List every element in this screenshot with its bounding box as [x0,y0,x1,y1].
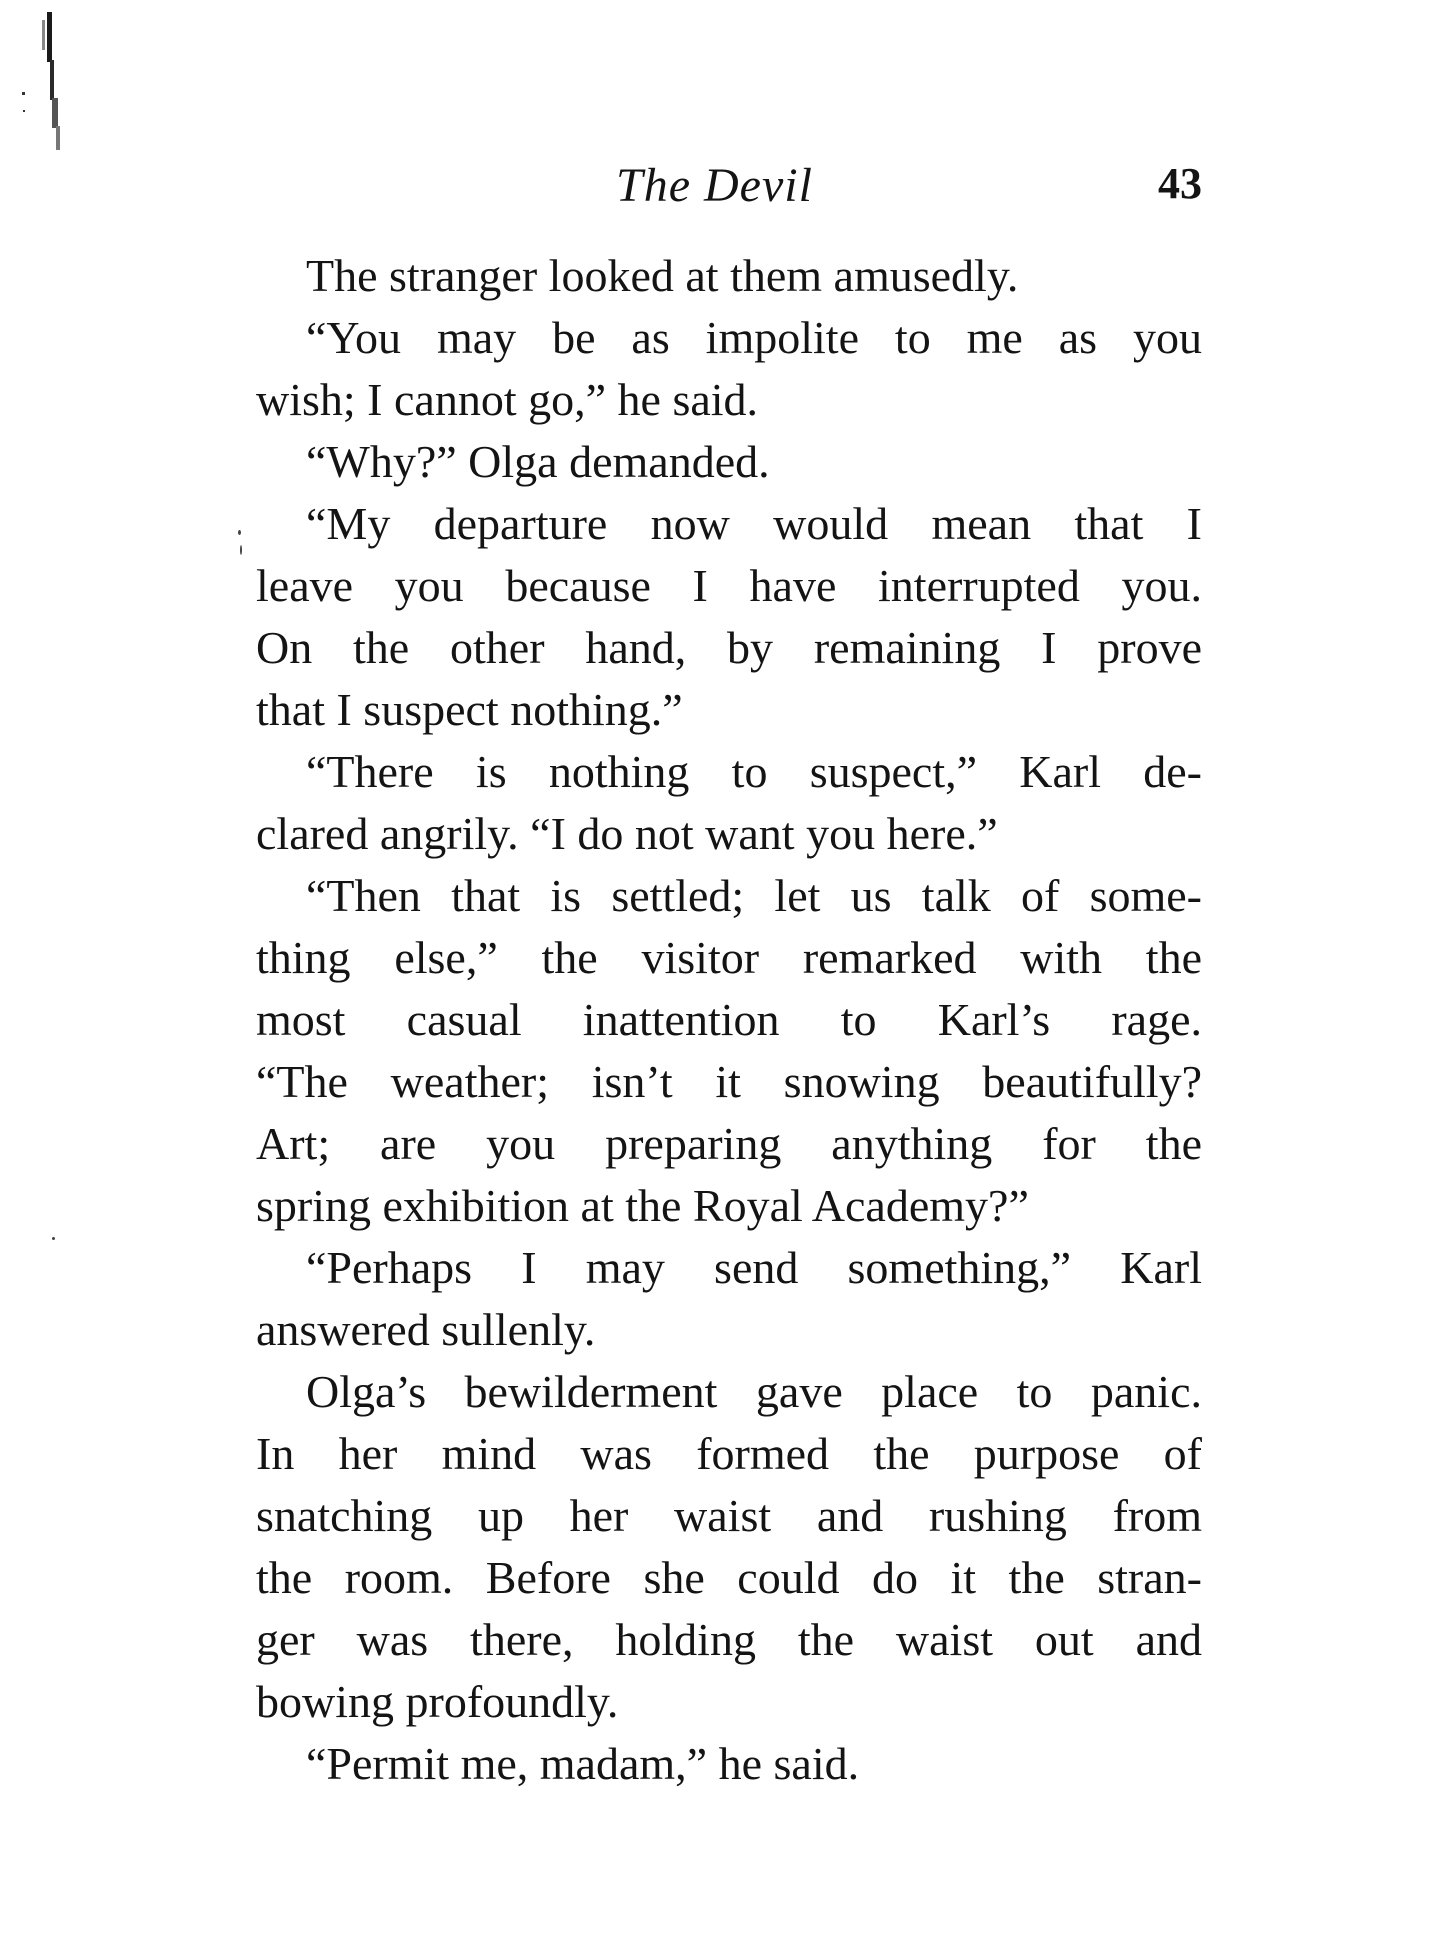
text-line: Olga’s bewilderment gave place to panic. [306,1366,1202,1417]
scan-speck [240,545,242,555]
running-header [256,158,1202,218]
scan-edge-mark [20,10,80,170]
text-line: “The weather; isn’t it snowing beautifully? [256,1056,1202,1107]
text-line: The stranger looked at them amusedly. [306,250,1019,301]
text-line: that I suspect nothing.” [256,684,683,735]
text-line: clared angrily. “I do not want you here.” [256,808,998,859]
text-line: snatching up her waist and rushing from [256,1490,1202,1541]
text-line: bowing profoundly. [256,1676,619,1727]
text-line: the room. Before she could do it the stran- [256,1552,1202,1603]
text-line: most casual inattention to Karl’s rage. [256,994,1202,1045]
text-line: In her mind was formed the purpose of [256,1428,1202,1479]
text-line: On the other hand, by remaining I prove [256,622,1202,673]
text-line: Art; are you preparing anything for the [256,1118,1202,1169]
scan-speck [238,530,241,535]
scan-speck [52,1237,55,1240]
page-number: 43 [1158,159,1202,208]
text-line: “My departure now would mean that I [306,498,1202,549]
text-line: answered sullenly. [256,1304,596,1355]
text-line: leave you because I have interrupted you. [256,560,1202,611]
text-line: “Permit me, madam,” he said. [306,1738,860,1789]
text-line: “You may be as impolite to me as you [306,312,1202,363]
body-text [256,245,1202,1795]
running-title: The Devil [616,159,813,212]
text-line: “Why?” Olga demanded. [306,436,770,487]
text-line: ger was there, holding the waist out and [256,1614,1202,1665]
text-line: thing else,” the visitor remarked with the [256,932,1202,983]
text-line: spring exhibition at the Royal Academy?” [256,1180,1029,1231]
text-line: “There is nothing to suspect,” Karl de- [306,746,1202,797]
text-line: “Then that is settled; let us talk of some- [306,870,1202,921]
text-line: “Perhaps I may send something,” Karl [306,1242,1202,1293]
text-line: wish; I cannot go,” he said. [256,374,759,425]
